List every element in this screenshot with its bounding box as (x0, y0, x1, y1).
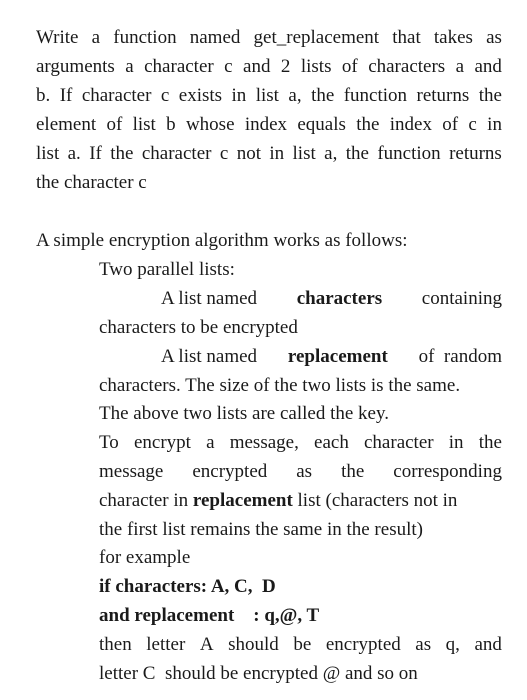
example-intro: for example (99, 547, 191, 568)
then-line-2: letter C should be encrypted @ and so on (99, 663, 418, 684)
encrypt-line-3: character in replacement list (characters not in (99, 490, 458, 511)
parallel-lists-label: Two parallel lists: (99, 259, 235, 280)
text-line: element of list b whose index equals the index of c in (36, 114, 502, 135)
text-line: b. If character c exists in list a, the function returns the (36, 85, 502, 106)
list-item-characters-continuation: characters to be encrypted (99, 317, 298, 338)
list-item-characters: A list named characters containing (161, 288, 502, 309)
key-note: The above two lists are called the key. (99, 403, 389, 424)
list-item-replacement: A list named replacement of random (161, 346, 502, 367)
text-line: list a. If the character c not in list a, the function returns (36, 143, 502, 164)
encrypt-line-4: the first list remains the same in the result) (99, 519, 423, 540)
encrypt-line-2: message encrypted as the corresponding (99, 461, 502, 482)
example-replacement: and replacement : q,@, T (99, 605, 320, 626)
then-line-1: then letter A should be encrypted as q, and (99, 634, 502, 655)
text-line: Write a function named get_replacement that takes as (36, 27, 502, 48)
text-line: arguments a character c and 2 lists of characters a and (36, 56, 502, 77)
section-heading: A simple encryption algorithm works as follows: (36, 230, 408, 251)
list-item-replacement-continuation: characters. The size of the two lists is the same. (99, 375, 461, 396)
text-word: Write (36, 27, 79, 48)
encrypt-line-1: To encrypt a message, each character in the (99, 432, 502, 453)
example-characters: if characters: A, C, D (99, 576, 276, 597)
text-line: the character c (36, 172, 147, 193)
